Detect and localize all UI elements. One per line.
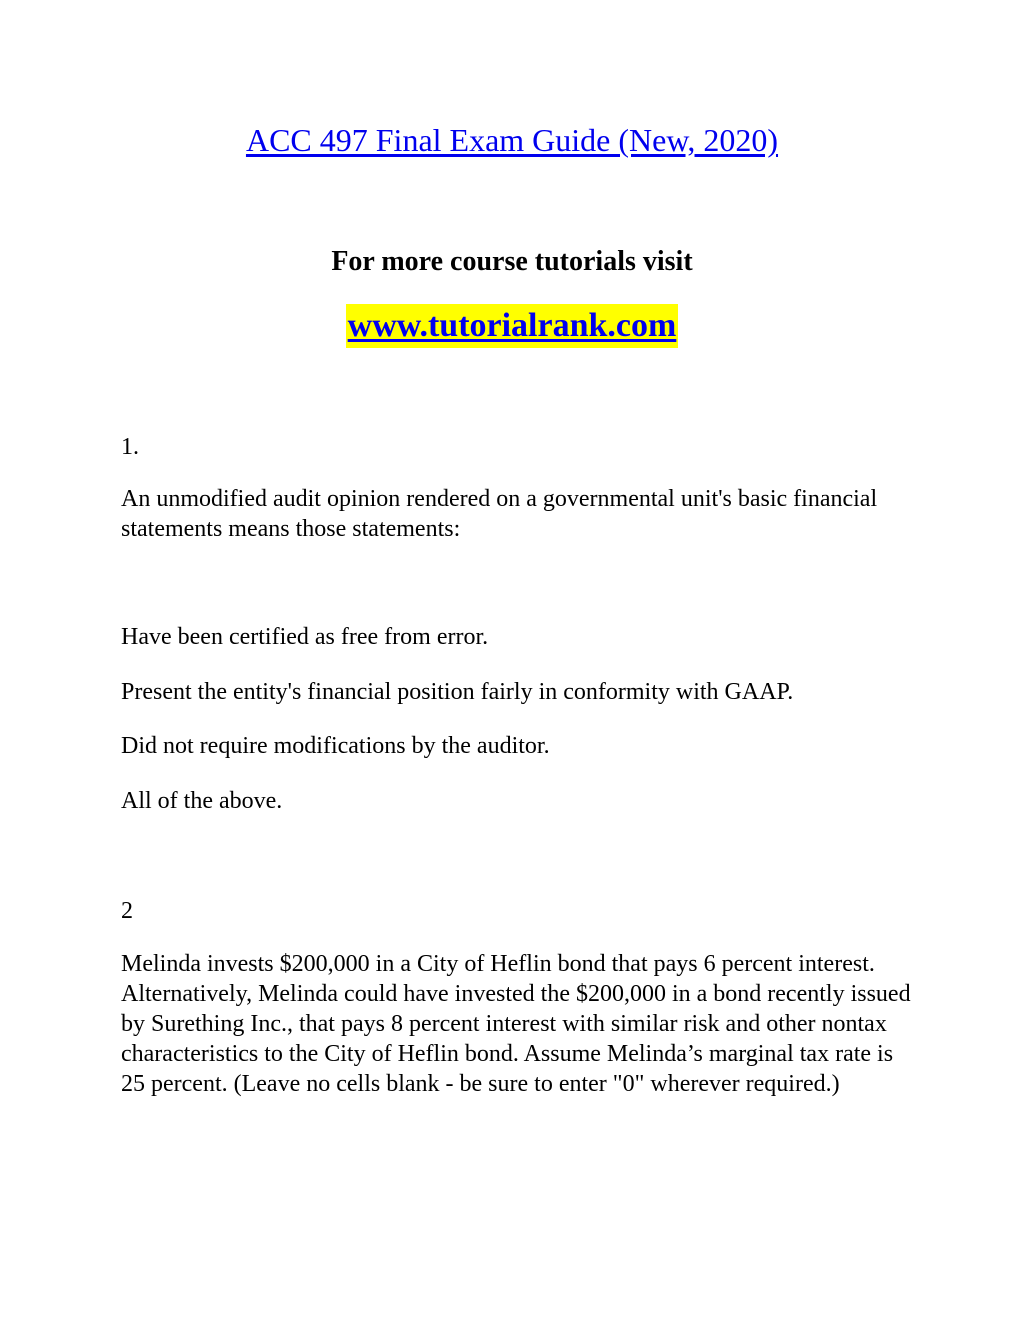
question-1-option-3: Did not require modifications by the auditor. [121, 733, 550, 759]
question-1-option-4: All of the above. [121, 788, 283, 814]
question-1-text: An unmodified audit opinion rendered on a governmental unit's basic financial statements means those statements: [121, 486, 878, 542]
question-1-option-1: Have been certified as free from error. [121, 624, 489, 650]
website-link[interactable]: www.tutorialrank.com [346, 304, 679, 348]
question-2-number: 2 [121, 898, 133, 924]
document-title [0, 120, 1024, 160]
title-link[interactable]: ACC 497 Final Exam Guide (New, 2020) [245, 122, 779, 158]
question-1-number: 1. [121, 434, 139, 460]
question-2-text: Melinda invests $200,000 in a City of Heflin bond that pays 6 percent interest. Alternatively, Melinda could have invested the $200,000 in a bond recently issued by Surething Inc., that pays 8 percent interest with similar risk and other nontax characteristics to the City of Heflin bond. Assume Melinda’s marginal tax rate is 25 percent. (Leave no cells blank - be sure to enter "0" wherever required.) [121, 951, 911, 1097]
promo-text: For more course tutorials visit [331, 246, 693, 277]
question-1-option-2: Present the entity's financial position fairly in conformity with GAAP. [121, 679, 794, 705]
website-container [0, 304, 1024, 354]
